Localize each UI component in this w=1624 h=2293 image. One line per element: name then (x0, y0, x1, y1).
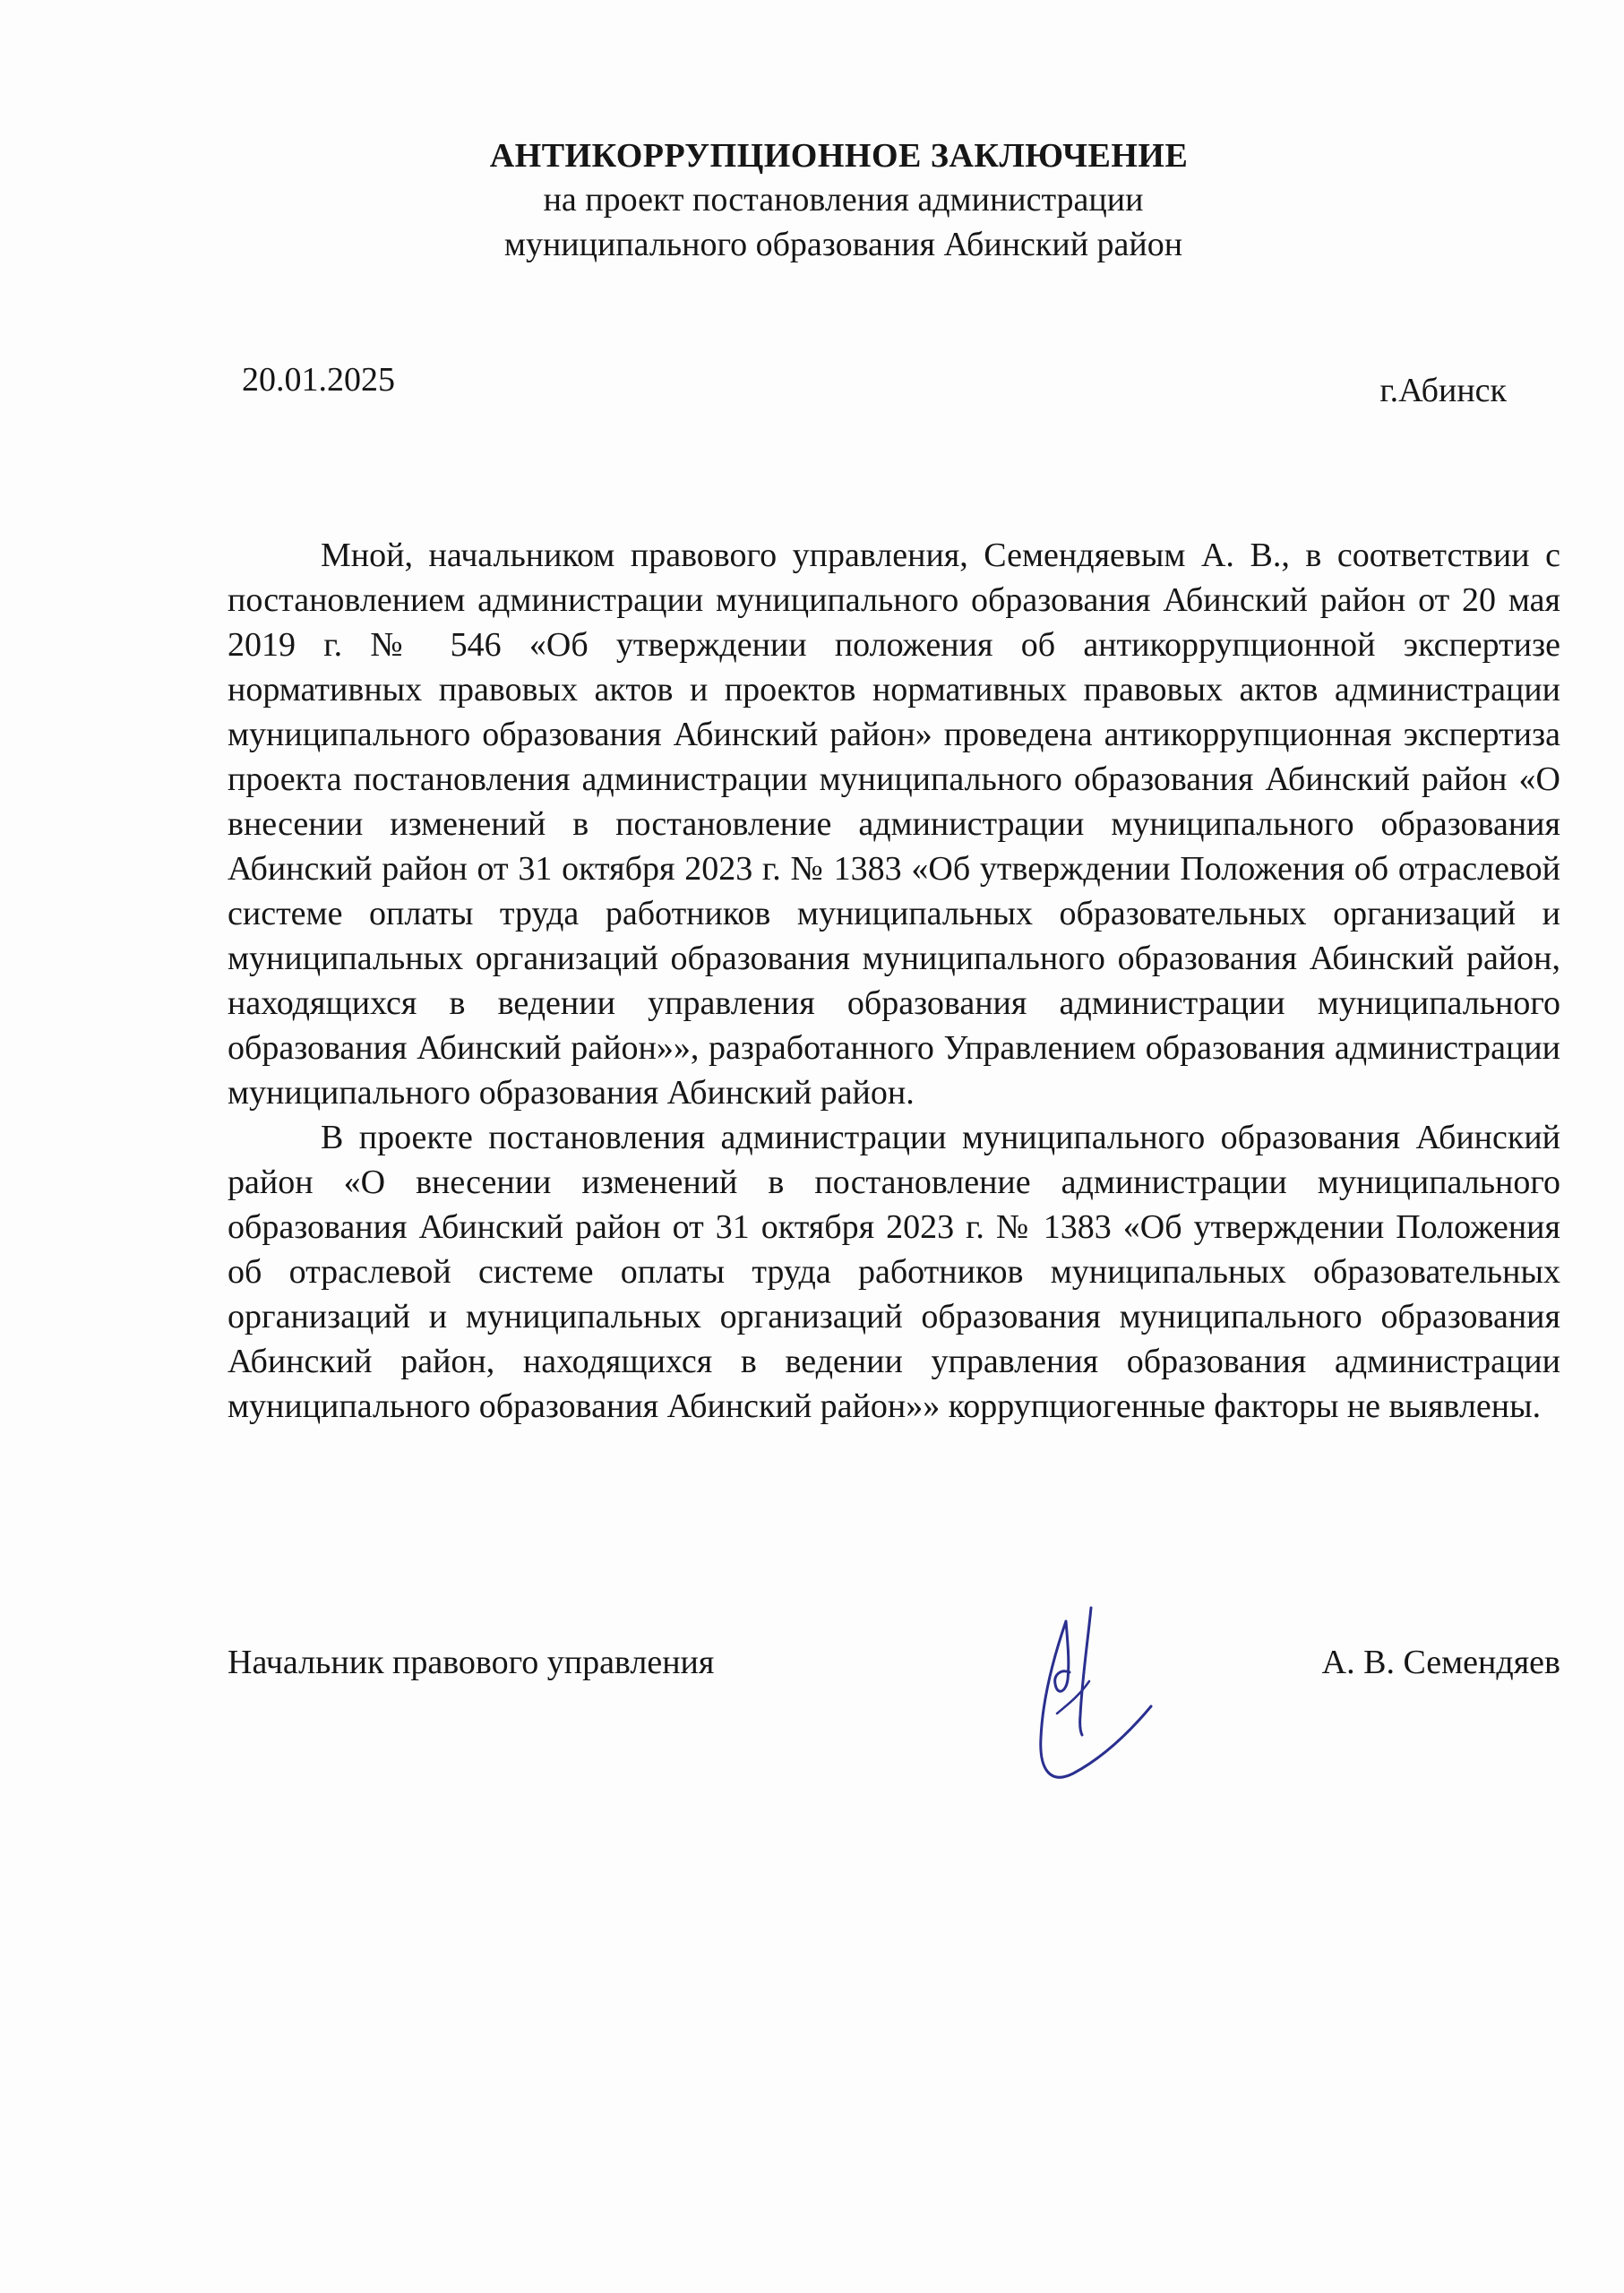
document-subtitle-line-1: на проект постановления администрации (543, 181, 1144, 219)
document-body (228, 533, 1560, 1429)
document-city: г.Абинск (1379, 372, 1507, 409)
document-date: 20.01.2025 (242, 361, 395, 399)
handwritten-signature (1030, 1590, 1164, 1787)
document-title: АНТИКОРРУПЦИОННОЕ ЗАКЛЮЧЕНИЕ (489, 137, 1189, 175)
signer-position: Начальник правового управления (228, 1644, 715, 1681)
body-paragraph-1: Мной, начальником правового управления, Семендяевым А. В., в соответствии с постановлением администрации муниципального образования Абинский район от 20 мая 2019 г. № 546 «Об утверждении положения об антикоррупционной экспертизе нормативных правовых актов и проектов нормативных правовых актов администрации муниципального образования Абинский район» проведена антикоррупционная экспертиза проекта постановления администрации муниципального образования Абинский район «О внесении изменений в постановление администрации муниципального образования Абинский район от 31 октября 2023 г. № 1383 «Об утверждении Положения об отраслевой системе оплаты труда работников муниципальных образовательных организаций и муниципальных организаций образования муниципального образования Абинский район, находящихся в ведении управления образования администрации муниципального образования Абинский район»», разработанного Управлением образования администрации муниципального образования Абинский район. (228, 537, 1560, 1112)
document-subtitle-line-2: муниципального образования Абинский район (503, 226, 1183, 263)
document-header (0, 134, 1624, 267)
body-paragraph-2: В проекте постановления администрации муниципального образования Абинский район «О внесении изменений в постановление администрации муниципального образования Абинский район от 31 октября 2023 г. № 1383 «Об утверждении Положения об отраслевой системе оплаты труда работников муниципальных образовательных организаций и муниципальных организаций образования муниципального образования Абинский район, находящихся в ведении управления образования администрации муниципального образования Абинский район»» коррупциогенные факторы не выявлены. (228, 1119, 1560, 1425)
signer-name: А. В. Семендяев (1321, 1644, 1560, 1681)
